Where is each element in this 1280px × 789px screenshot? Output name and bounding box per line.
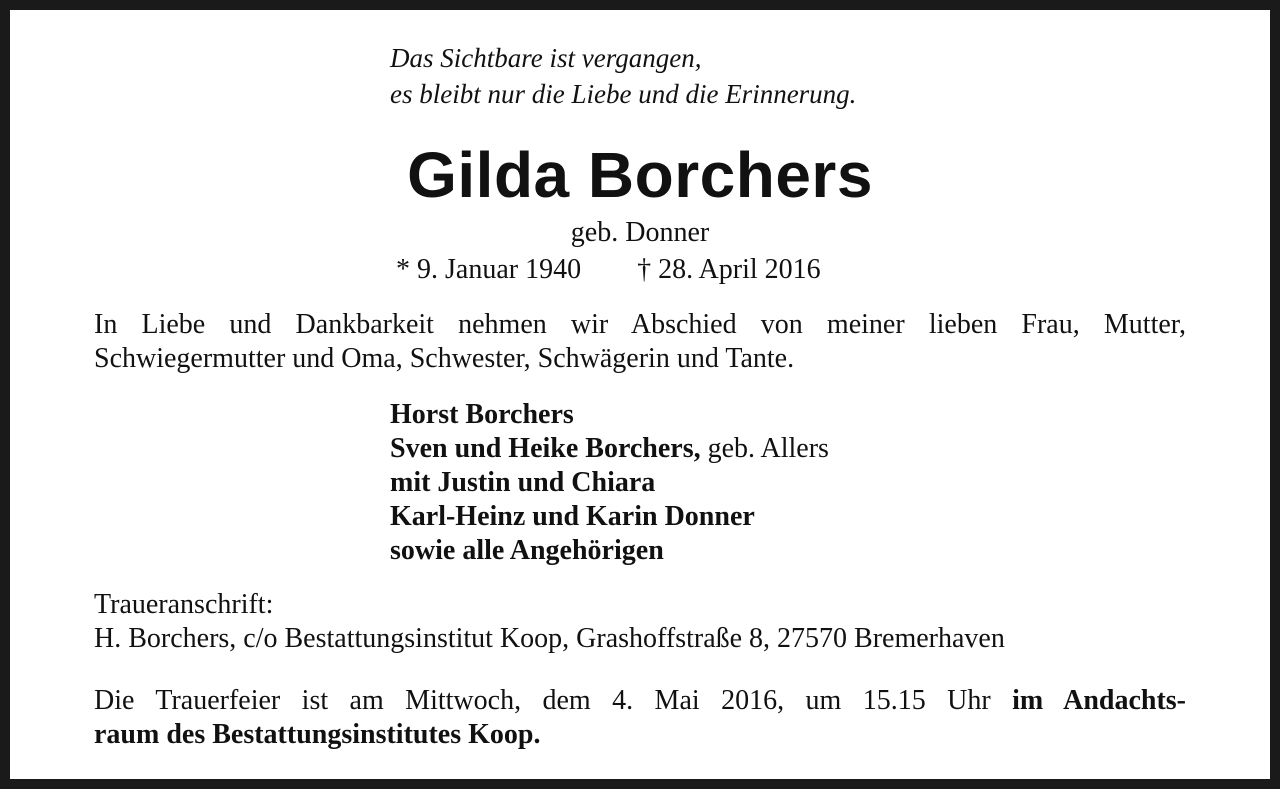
funeral-ceremony-info [94,684,1186,752]
death-date: † 28. April 2016 [637,254,821,285]
mourner-line [390,432,829,466]
mourner-name: Sven und Heike Borchers, [390,433,701,464]
ceremony-location: im Andachts- [1012,685,1187,716]
ceremony-line-2 [94,718,1186,752]
mourner-name: Karl-Heinz und Karin Donner [390,501,755,532]
mourner-line [390,398,829,432]
farewell-line-1: In Liebe und Dankbarkeit nehmen wir Abschied von meiner lieben Frau, Mutter, [94,309,1186,340]
mourners-list [390,398,829,568]
motto-line-2: es bleibt nur die Liebe und die Erinnerung. [390,79,857,109]
address-text: H. Borchers, c/o Bestattungsinstitut Koop, Grashoffstraße 8, 27570 Bremerhaven [94,623,1005,654]
farewell-line-2: Schwiegermutter und Oma, Schwester, Schwägerin und Tante. [94,343,795,374]
farewell-text [94,308,1186,376]
ceremony-text: Die Trauerfeier ist am Mittwoch, dem 4. Mai 2016, um 15.15 Uhr [94,685,1013,716]
mourner-line [390,534,829,568]
ceremony-location-cont: raum des Bestattungsinstitutes Koop. [94,719,541,750]
birth-date: * 9. Januar 1940 [396,254,582,285]
life-dates [396,253,821,287]
motto-line-1: Das Sichtbare ist vergangen, [390,43,702,73]
ceremony-line-1 [94,684,1186,718]
deceased-name: Gilda Borchers [407,139,873,211]
address-label: Traueranschrift: [94,589,274,620]
birth-name: geb. Donner [570,217,710,248]
mourner-name: mit Justin und Chiara [390,467,656,498]
motto-quote [390,40,856,112]
mourner-line [390,466,829,500]
mourner-name: Horst Borchers [390,399,574,430]
obituary-notice [10,10,1270,779]
mourner-name: sowie alle Angehörigen [390,535,664,566]
mourner-birth-name: geb. Allers [700,433,829,464]
mourner-line [390,500,829,534]
condolence-address [94,588,1005,656]
